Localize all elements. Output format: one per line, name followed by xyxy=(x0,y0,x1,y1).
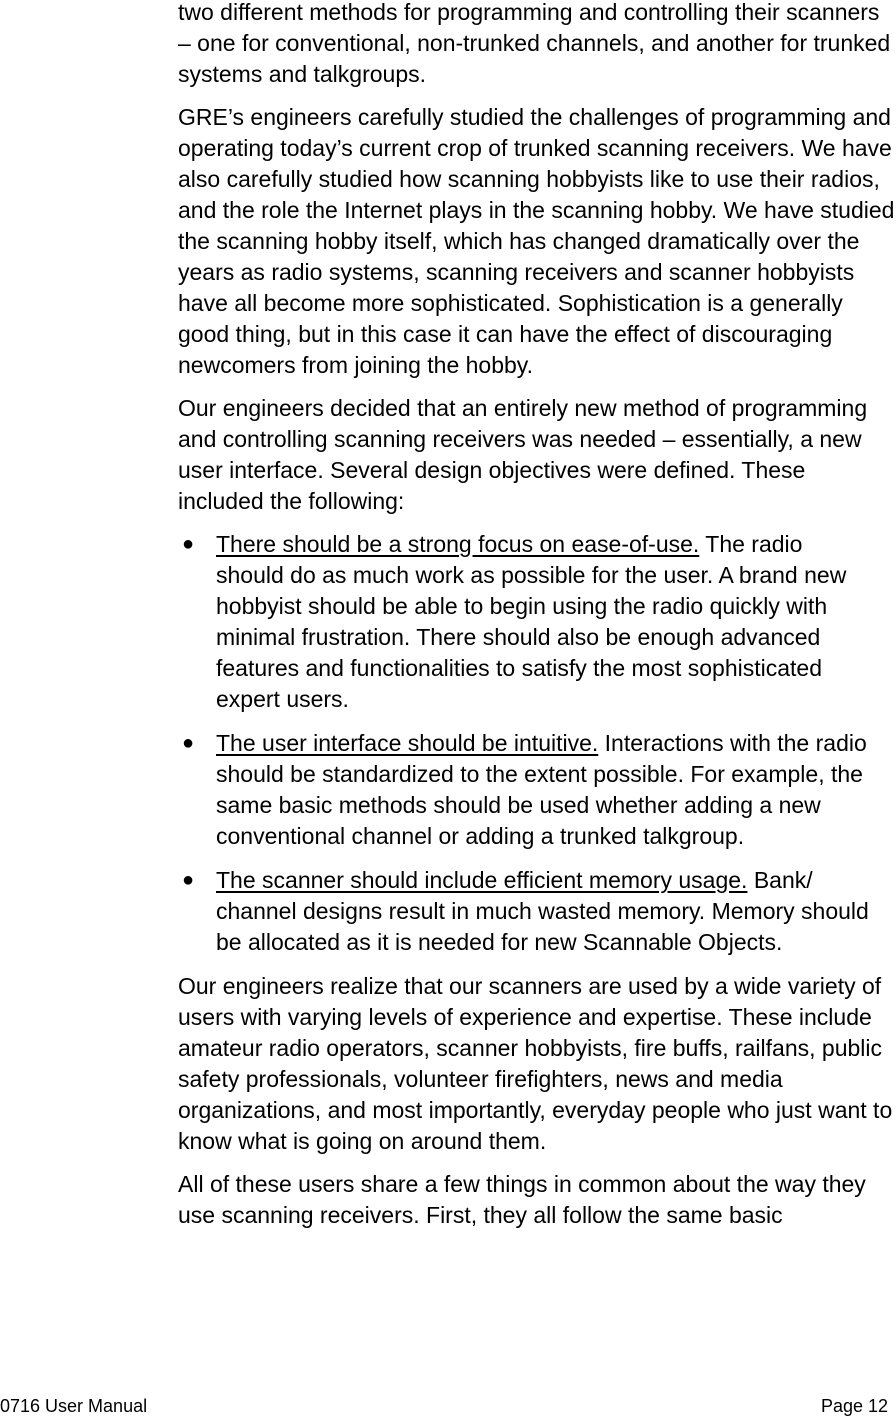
objective-heading: There should be a strong focus on ease-of-use. xyxy=(216,531,700,557)
bullet-icon: ● xyxy=(182,533,195,555)
footer-page-number: Page 12 xyxy=(820,1396,888,1416)
paragraph-engineers-studied: GRE’s engineers carefully studied the challenges of programming and operating today’s current crop of trunked scanning receivers. We have also carefully studied how scanning hobbyists like to use their radios, and the role the Internet plays in the scanning hobby. We have studied the scanning hobby itself, which has changed dramatically over the years as radio systems, scanning receivers and scanner hobbyists have all become more sophisticated. Sophistication is a generally good thing, but in this case it can have the effect of discouraging newcomers from joining the hobby. xyxy=(178,104,895,378)
objective-heading: The scanner should include efficient memory usage. xyxy=(216,867,748,893)
objective-text: Interactions with the radio should be standardized to the extent possible. For example, the same basic methods should be used whether adding a new conventional channel or adding a trunked talkgroup. xyxy=(216,730,867,849)
bullet-icon: ● xyxy=(182,869,195,891)
objective-heading: The user interface should be intuitive. xyxy=(216,730,599,756)
paragraph-user-variety: Our engineers realize that our scanners are used by a wide variety of users with varying levels of experience and expertise. These include amateur radio operators, scanner hobbyists, fire buffs, railfans, public safety professionals, volunteer firefighters, news and media organizations, and most importantly, everyday people who just want to know what is going on around them. xyxy=(178,973,893,1154)
design-objectives-list xyxy=(178,529,896,958)
paragraph-design-objectives: Our engineers decided that an entirely new method of programming and controlling scanning receivers was needed – essentially, a new user interface. Several design objectives were defined. These included the following: xyxy=(178,395,868,514)
objective-ease-of-use xyxy=(178,529,876,715)
objective-intuitive-interface xyxy=(178,728,876,852)
objective-memory-usage xyxy=(178,865,876,958)
footer-manual-title: 0716 User Manual xyxy=(0,1396,148,1416)
bullet-icon: ● xyxy=(182,732,195,754)
paragraph-common-traits: All of these users share a few things in common about the way they use scanning receivers. First, they all follow the same basic xyxy=(178,1171,866,1228)
objective-text: The radio should do as much work as possible for the user. A brand new hobbyist should be able to begin using the radio quickly with minimal frustration. There should also be enough advanced features and functionalities to satisfy the most sophisticated expert users. xyxy=(216,531,847,712)
objective-text: Bank/ channel designs result in much wasted memory. Memory should be allocated as it is needed for new Scannable Objects. xyxy=(216,867,869,955)
manual-page-body xyxy=(178,0,896,1243)
paragraph-methods: two different methods for programming and controlling their scanners – one for conventional, non-trunked channels, and another for trunked systems and talkgroups. xyxy=(178,0,891,87)
